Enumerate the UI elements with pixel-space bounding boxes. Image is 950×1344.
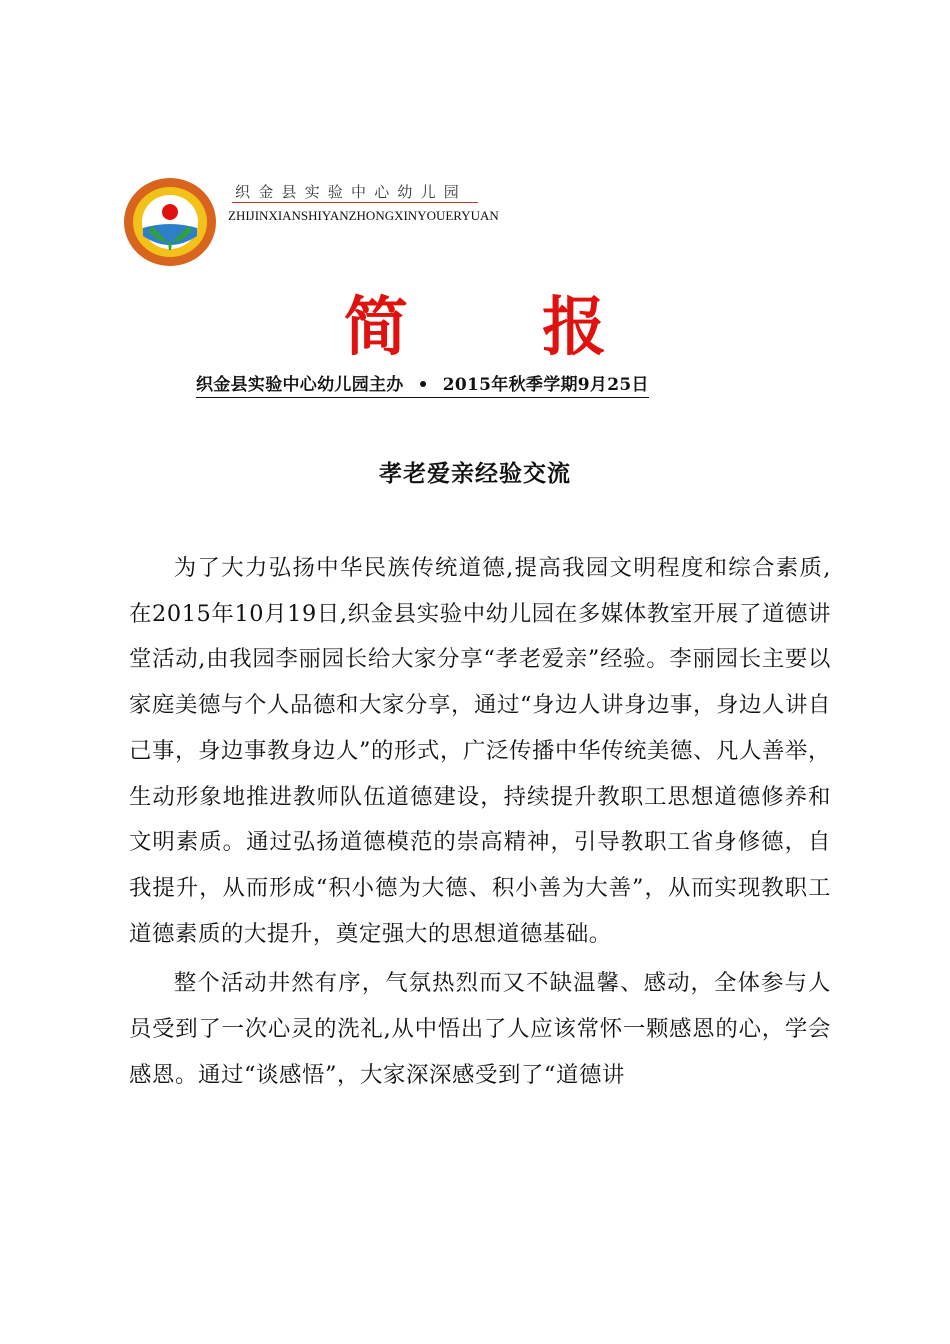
- article-body: [129, 546, 831, 1098]
- masthead-title: 简 报: [343, 290, 663, 365]
- org-name-underline: [232, 202, 478, 203]
- article-paragraph: 为了大力弘扬中华民族传统道德,提高我园文明程度和综合素质,在2015年10月19日,织金县实验中幼儿园在多媒体教室开展了道德讲堂活动,由我园李丽园长给大家分享“孝老爱亲”经验。李丽园长主要以家庭美德与个人品德和大家分享，通过“身边人讲身边事，身边人讲自己事，身边事教身边人”的形式，广泛传播中华传统美德、凡人善举，生动形象地推进教师队伍道德建设，持续提升教职工思想道德修养和文明素质。通过弘扬道德模范的崇高精神，引导教职工省身修德，自我提升，从而形成“积小德为大德、积小善为大善”，从而实现教职工道德素质的大提升，奠定强大的思想道德基础。: [129, 555, 831, 947]
- issue-separator: •: [417, 375, 429, 395]
- kindergarten-logo-icon: [122, 176, 218, 268]
- issue-date: 2015年秋季学期9月25日: [442, 375, 649, 395]
- article-paragraph: 整个活动井然有序，气氛热烈而又不缺温馨、感动，全体参与人员受到了一次心灵的洗礼,从中悟出了人应该常怀一颗感恩的心，学会感恩。通过“谈感悟”，大家深深感受到了“道德讲: [129, 970, 831, 1088]
- article-title: 孝老爱亲经验交流: [379, 461, 571, 487]
- issue-line: [196, 370, 649, 398]
- org-name-cn: 织金县实验中心幼儿园: [235, 183, 468, 201]
- org-name-en: ZHIJINXIANSHIYANZHONGXINYOUERYUAN: [228, 208, 499, 223]
- issue-host: 织金县实验中心幼儿园主办: [196, 375, 404, 395]
